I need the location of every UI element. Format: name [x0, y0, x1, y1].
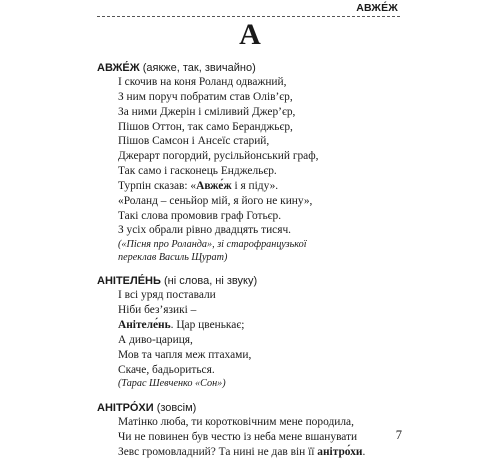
quote-text: Турпін сказав: «: [118, 179, 197, 192]
quote-line: А диво-цариця,: [118, 333, 193, 346]
quote-line: Чи не повинен був честю із неба мене вшанувати: [118, 431, 358, 444]
quote-line: З усіх обрали рівно двадцять тисяч.: [118, 224, 292, 237]
quote-line: Скаче, бадьориться.: [118, 363, 215, 376]
entry-anitrokhy: [97, 401, 407, 460]
gloss: (зовсім): [153, 402, 197, 415]
quotation: [118, 288, 407, 390]
entry-header: [97, 274, 407, 288]
running-header-word: АВЖЕ́Ж: [356, 2, 398, 14]
headword: АНІТРО́ХИ: [97, 402, 154, 415]
entry-header: [97, 61, 407, 75]
quote-line: І скочив на коня Роланд одважний,: [118, 76, 287, 88]
headword: АНІТЕЛЕ́НЬ: [97, 275, 161, 288]
quote-text: . Цар цвенькає;: [170, 318, 245, 331]
quote-line: Пішов Оттон, так само Беранджьєр,: [118, 120, 293, 133]
letter-heading: А: [239, 18, 261, 51]
quotation: [118, 415, 407, 460]
highlighted-headword: Авже́ж: [196, 179, 232, 192]
entry-avzhezh: [97, 61, 407, 264]
quote-line: Матінко люба, ти коротковічним мене породила,: [118, 416, 354, 429]
quote-line: І всі уряд поставали: [118, 289, 216, 302]
page-number: 7: [395, 428, 402, 442]
source-citation: переклав Василь Щурат): [118, 252, 228, 264]
quote-line: За ними Джерін і сміливий Джер’єр,: [118, 105, 296, 118]
quotation: [118, 75, 407, 264]
quote-line: Ніби без’язикі –: [118, 304, 197, 317]
quote-line: З ним поруч побратим став Олів’єр,: [118, 90, 293, 103]
entry-anitelen: [97, 274, 407, 390]
quote-text: і я піду».: [231, 179, 279, 192]
source-citation: («Пісня про Роланда», зі старофранцузької: [118, 239, 307, 251]
quote-line: Пішов Самсон і Ансеїс старий,: [118, 135, 270, 148]
highlighted-headword: Анітеле́нь: [118, 318, 171, 331]
gloss: (ні слова, ні звуку): [160, 275, 258, 288]
quote-line-highlighted: [118, 318, 407, 333]
quote-line: Мов та чапля меж птахами,: [118, 348, 252, 361]
headword: АВЖЕ́Ж: [97, 62, 140, 74]
quote-text: .: [362, 446, 366, 459]
quote-line: Такі слова промовив граф Готьєр.: [118, 209, 282, 222]
source-citation: (Тарас Шевченко «Сон»): [118, 378, 226, 390]
quote-line: Джерарт погордий, русільйонський граф,: [118, 150, 319, 163]
quote-text: Зевс громовладний? Та нині не дав він її: [118, 446, 318, 459]
gloss: (аякже, так, звичайно): [139, 62, 256, 74]
quote-line-highlighted: [118, 445, 407, 460]
quote-line-highlighted: [118, 179, 407, 194]
quote-line: Так само і гасконець Енджельєр.: [118, 165, 277, 178]
highlighted-headword: анітро́хи: [317, 446, 363, 459]
quote-line: «Роланд – сеньйор мій, я його не кину»,: [118, 194, 313, 207]
entry-header: [97, 401, 407, 415]
running-header: [97, 2, 400, 17]
entries-column: [97, 61, 407, 460]
